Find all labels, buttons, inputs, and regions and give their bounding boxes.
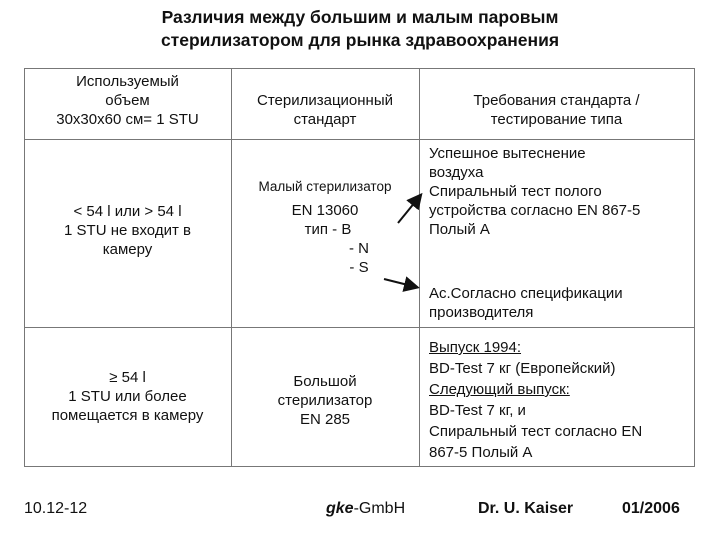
header-requirements-line: Требования стандарта /	[473, 92, 640, 109]
title-line-2: стерилизатором для рынка здравоохранения	[160, 30, 560, 50]
row2-standard	[231, 372, 419, 429]
spiral-test-line: 867-5 Полый А	[429, 444, 533, 461]
row2-requirements	[429, 337, 691, 463]
header-volume-line: Используемый	[76, 73, 179, 90]
header-volume-line: 30x30x60 см= 1 STU	[56, 111, 199, 128]
title-line-1: Различия между большим и малым паровым	[161, 7, 559, 27]
req-line: Успешное вытеснение	[429, 145, 586, 162]
release-value: BD-Test 7 кг (Европейский)	[429, 360, 616, 377]
row2-standard-line: Большой	[293, 373, 357, 390]
row2-standard-line: стерилизатор	[277, 392, 373, 409]
footer-company	[326, 500, 405, 518]
req-line: Полый А	[429, 221, 490, 238]
spiral-test-line: Спиральный тест согласно EN	[429, 423, 643, 440]
header-requirements-line: тестирование типа	[490, 111, 623, 128]
arrow-right-icon	[384, 279, 416, 287]
req-line: Ac.Согласно спецификации	[429, 285, 623, 302]
type-n: - N	[349, 240, 369, 257]
release-label: Выпуск 1994:	[429, 339, 522, 356]
arrow-up-icon	[398, 196, 420, 223]
row1-volume-line: 1 STU не входит в	[64, 222, 191, 239]
row2-volume-line: помещается в камеру	[51, 407, 204, 424]
company-logo-text: gke	[326, 500, 354, 517]
footer-date: 10.12-12	[24, 500, 88, 517]
header-standard-line: Стерилизационный	[257, 92, 393, 109]
req-line: устройства согласно EN 867-5	[429, 202, 641, 219]
req-line: воздуха	[429, 164, 484, 181]
footer-author: Dr. U. Kaiser	[478, 500, 574, 517]
next-release-value: BD-Test 7 кг, и	[429, 402, 526, 419]
type-b: тип - B	[304, 221, 352, 238]
header-standard-line: стандарт	[293, 111, 357, 128]
type-s: - S	[349, 259, 369, 276]
header-volume-line: объем	[105, 92, 150, 109]
footer-code: 01/2006	[622, 500, 680, 517]
next-release-label: Следующий выпуск:	[429, 381, 570, 398]
req-line: Спиральный тест полого	[429, 183, 602, 200]
row2-standard-line: EN 285	[299, 411, 351, 428]
row2-volume-line: ≥ 54 l	[109, 369, 146, 386]
standard-en13060: EN 13060	[291, 202, 359, 219]
company-suffix: -GmbH	[353, 500, 406, 517]
row1-volume-line: < 54 l или > 54 l	[73, 203, 182, 220]
row2-volume	[24, 368, 231, 425]
row2-volume-line: 1 STU или более	[68, 388, 187, 405]
req-line: производителя	[429, 304, 534, 321]
row1-volume-line: камеру	[102, 241, 153, 258]
small-sterilizer-label: Малый стерилизатор	[258, 179, 392, 194]
